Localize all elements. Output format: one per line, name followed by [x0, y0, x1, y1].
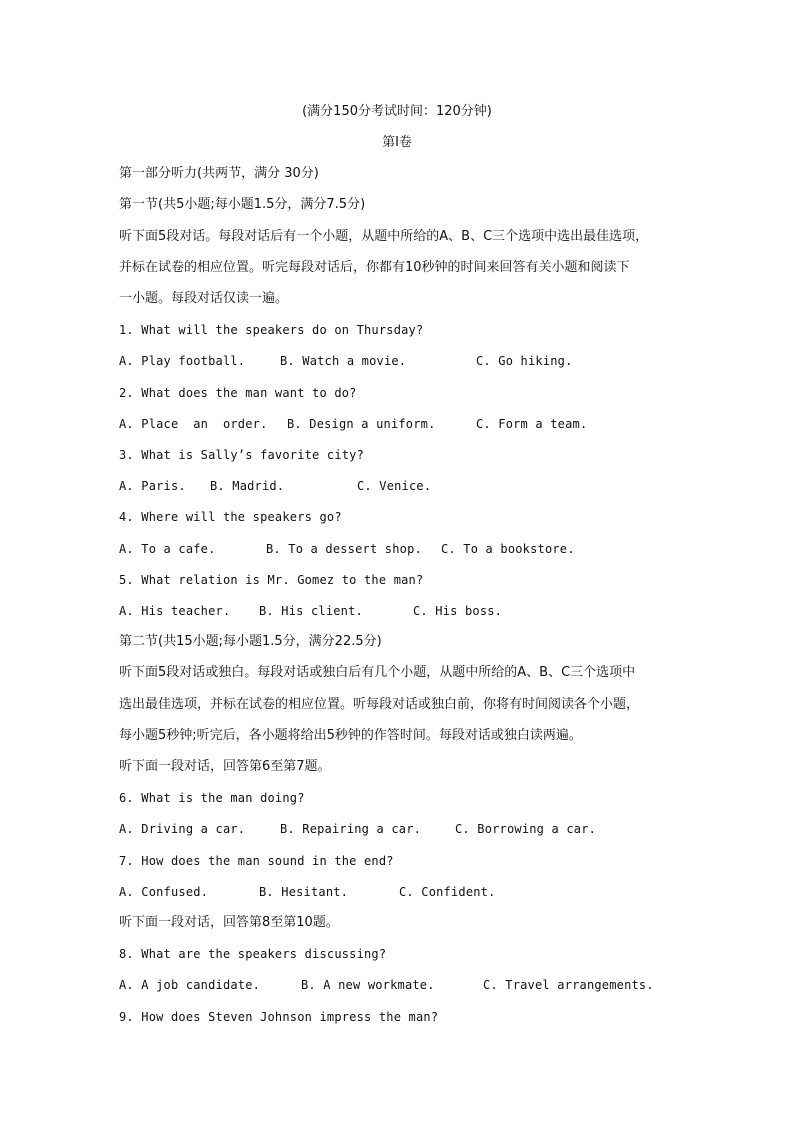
part1-title: 第一部分听力(共两节，满分 30分) — [119, 166, 319, 181]
option-c: C. Confident. — [399, 885, 496, 899]
section1-instruction-line: 并标在试卷的相应位置。听完每段对话后，你都有10秒钟的时间来回答有关小题和阅读下 — [119, 260, 630, 275]
option-a: A. A job candidate. — [119, 978, 261, 992]
option-a: A. Confused. — [119, 885, 209, 899]
question-5-options — [119, 600, 684, 622]
question-7-options — [119, 881, 684, 903]
option-b: B. Hesitant. — [259, 885, 349, 899]
section2-instruction-line: 每小题5秒钟;听完后，各小题将给出5秒钟的作答时间。每段对话或独白读两遍。 — [119, 728, 582, 743]
option-b: B. A new workmate. — [301, 978, 435, 992]
question-3-options — [119, 475, 684, 497]
question-1-options — [119, 350, 684, 372]
option-c: C. Venice. — [357, 479, 432, 493]
option-b: B. To a dessert shop. — [266, 542, 422, 556]
section1-title: 第一节(共5小题;每小题1.5分，满分7.5分) — [119, 197, 366, 212]
group-instruction: 听下面一段对话，回答第8至第10题。 — [119, 915, 339, 930]
option-a: A. His teacher. — [119, 604, 231, 618]
option-b: B. Watch a movie. — [280, 354, 407, 368]
option-c: C. Travel arrangements. — [483, 978, 654, 992]
option-b: B. Madrid. — [210, 479, 285, 493]
section2-title: 第二节(共15小题;每小题1.5分，满分22.5分) — [119, 634, 382, 649]
question-8: 8. What are the speakers discussing? — [119, 947, 387, 961]
option-b: B. Repairing a car. — [280, 822, 422, 836]
option-a: A. Play football. — [119, 354, 246, 368]
section2-instruction-line: 听下面5段对话或独白。每段对话或独白后有几个小题，从题中所给的A、B、C三个选项中 — [119, 665, 636, 680]
option-a: A. Driving a car. — [119, 822, 246, 836]
group-instruction: 听下面一段对话，回答第6至第7题。 — [119, 759, 331, 774]
option-c: C. His boss. — [413, 604, 503, 618]
question-5: 5. What relation is Mr. Gomez to the man? — [119, 573, 424, 587]
option-c: C. Go hiking. — [476, 354, 573, 368]
option-c: C. Form a team. — [476, 417, 588, 431]
section1-instruction-line: 听下面5段对话。每段对话后有一个小题，从题中所给的A、B、C三个选项中选出最佳选项， — [119, 229, 649, 244]
option-b: B. His client. — [259, 604, 363, 618]
section1-instruction-line: 一小题。每段对话仅读一遍。 — [119, 291, 289, 306]
question-2: 2. What does the man want to do? — [119, 386, 357, 400]
option-a: A. Paris. — [119, 479, 186, 493]
section2-instruction-line: 选出最佳选项，并标在试卷的相应位置。听每段对话或独白前，你将有时间阅读各个小题， — [119, 697, 640, 712]
option-a: A. Place an order. — [119, 417, 268, 431]
question-6-options — [119, 818, 684, 840]
question-8-options — [119, 974, 684, 996]
question-4-options — [119, 538, 684, 560]
option-a: A. To a cafe. — [119, 542, 216, 556]
question-7: 7. How does the man sound in the end? — [119, 854, 394, 868]
option-c: C. Borrowing a car. — [455, 822, 597, 836]
option-b: B. Design a uniform. — [287, 417, 436, 431]
question-6: 6. What is the man doing? — [119, 791, 305, 805]
question-4: 4. Where will the speakers go? — [119, 510, 342, 524]
exam-info: (满分150分考试时间：120分钟) — [302, 104, 492, 119]
question-2-options — [119, 413, 684, 435]
option-c: C. To a bookstore. — [441, 542, 575, 556]
volume-title: 第I卷 — [382, 135, 412, 150]
question-1: 1. What will the speakers do on Thursday? — [119, 323, 424, 337]
question-3: 3. What is Sally’s favorite city? — [119, 448, 365, 462]
question-9: 9. How does Steven Johnson impress the man? — [119, 1010, 439, 1024]
